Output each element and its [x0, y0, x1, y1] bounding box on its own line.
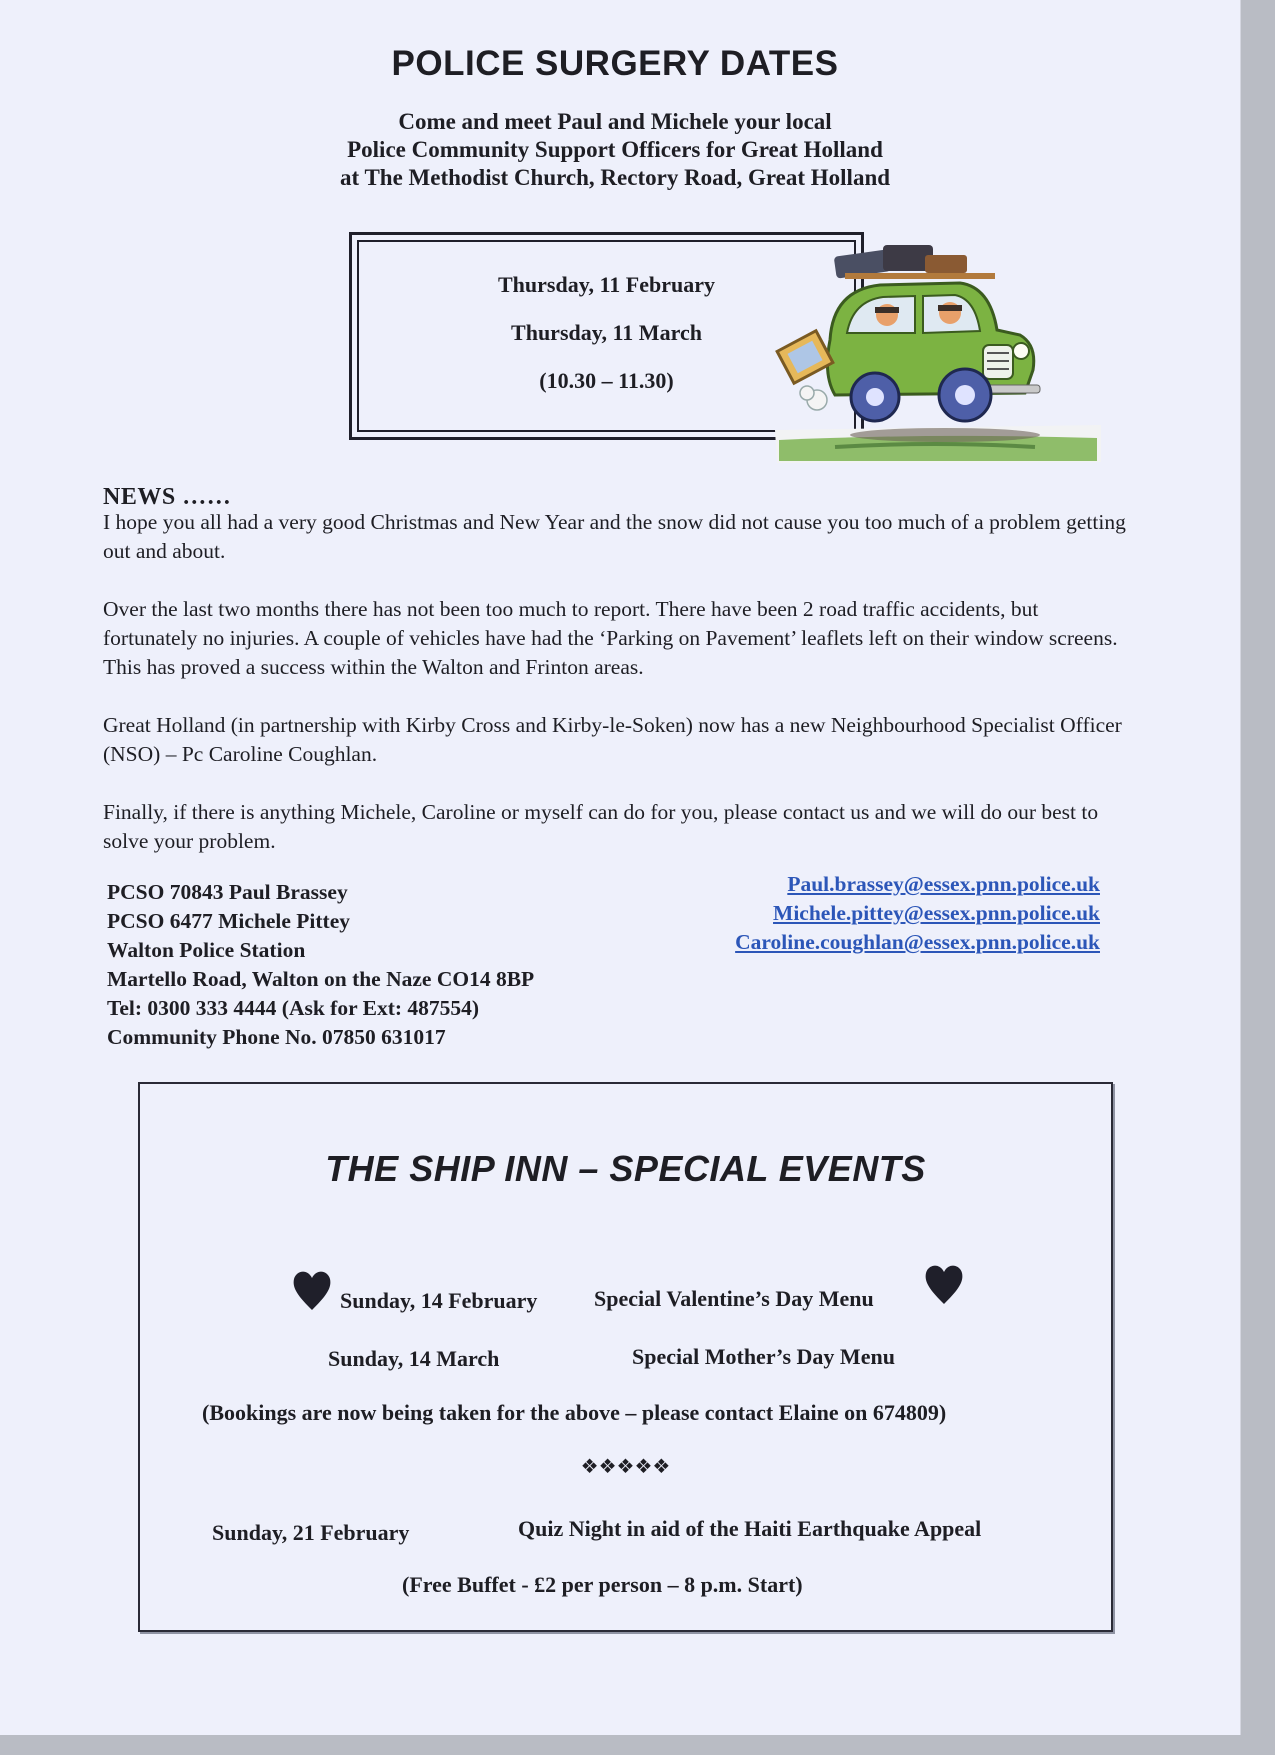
- intro-line: Police Community Support Officers for Great Holland: [347, 137, 883, 162]
- surgery-date: Thursday, 11 March: [511, 320, 702, 345]
- page-title: POLICE SURGERY DATES: [391, 44, 839, 83]
- mothers-day-date: Sunday, 14 March: [328, 1346, 500, 1371]
- quiz-note: (Free Buffet - £2 per person – 8 p.m. Start): [402, 1572, 803, 1597]
- separator-ornament: ❖❖❖❖❖: [580, 1456, 671, 1478]
- quiz-event: Quiz Night in aid of the Haiti Earthquake Appeal: [518, 1516, 982, 1541]
- ship-inn-events-box: [138, 1082, 1113, 1632]
- intro-line: Come and meet Paul and Michele your local: [398, 109, 832, 134]
- contact-line: PCSO 6477 Michele Pittey: [107, 909, 351, 933]
- valentine-event: Special Valentine’s Day Menu: [594, 1286, 874, 1311]
- email-link-paul[interactable]: Paul.brassey@essex.pnn.police.uk: [787, 872, 1100, 896]
- surgery-time: (10.30 – 11.30): [539, 368, 674, 393]
- surgery-date: Thursday, 11 February: [498, 272, 715, 297]
- news-paragraph: I hope you all had a very good Christmas and New Year and the snow did not cause you too much of a problem getting out and about.: [103, 510, 1126, 563]
- contact-line: Tel: 0300 333 4444 (Ask for Ext: 487554): [107, 996, 480, 1020]
- news-heading: NEWS ……: [103, 484, 232, 510]
- news-paragraph: Great Holland (in partnership with Kirby Cross and Kirby-le-Soken) now has a new Neighbourhood Specialist Officer (NSO) – Pc Caroline Coughlan.: [103, 713, 1122, 766]
- news-body: [103, 508, 1138, 885]
- events-title: THE SHIP INN – SPECIAL EVENTS: [325, 1148, 926, 1189]
- heart-icon: [292, 1268, 332, 1312]
- intro-text: [0, 108, 1230, 192]
- contact-details: [107, 878, 534, 1052]
- bookings-note: (Bookings are now being taken for the above – please contact Elaine on 674809): [202, 1400, 947, 1425]
- contact-line: PCSO 70843 Paul Brassey: [107, 880, 348, 904]
- valentine-date: Sunday, 14 February: [340, 1288, 538, 1313]
- news-paragraph: Finally, if there is anything Michele, Caroline or myself can do for you, please contact us and we will do our best to solve your problem.: [103, 800, 1099, 853]
- mothers-day-event: Special Mother’s Day Menu: [632, 1344, 895, 1369]
- email-link-michele[interactable]: Michele.pittey@essex.pnn.police.uk: [773, 901, 1100, 925]
- contact-line: Martello Road, Walton on the Naze CO14 8BP: [107, 967, 535, 991]
- email-link-caroline[interactable]: Caroline.coughlan@essex.pnn.police.uk: [735, 930, 1100, 954]
- email-links: [650, 870, 1100, 957]
- heart-icon: [924, 1262, 964, 1306]
- intro-line: at The Methodist Church, Rectory Road, Great Holland: [339, 165, 891, 190]
- quiz-date: Sunday, 21 February: [212, 1520, 410, 1545]
- cartoon-car-illustration: [775, 235, 1101, 465]
- contact-line: Community Phone No. 07850 631017: [107, 1025, 446, 1049]
- news-paragraph: Over the last two months there has not been too much to report. There have been 2 road traffic accidents, but fortunately no injuries. A couple of vehicles have had the ‘Parking on Pavement’ leaflets left on their window screens. This has proved a success within the Walton and Frinton areas.: [103, 597, 1118, 679]
- contact-line: Walton Police Station: [107, 938, 306, 962]
